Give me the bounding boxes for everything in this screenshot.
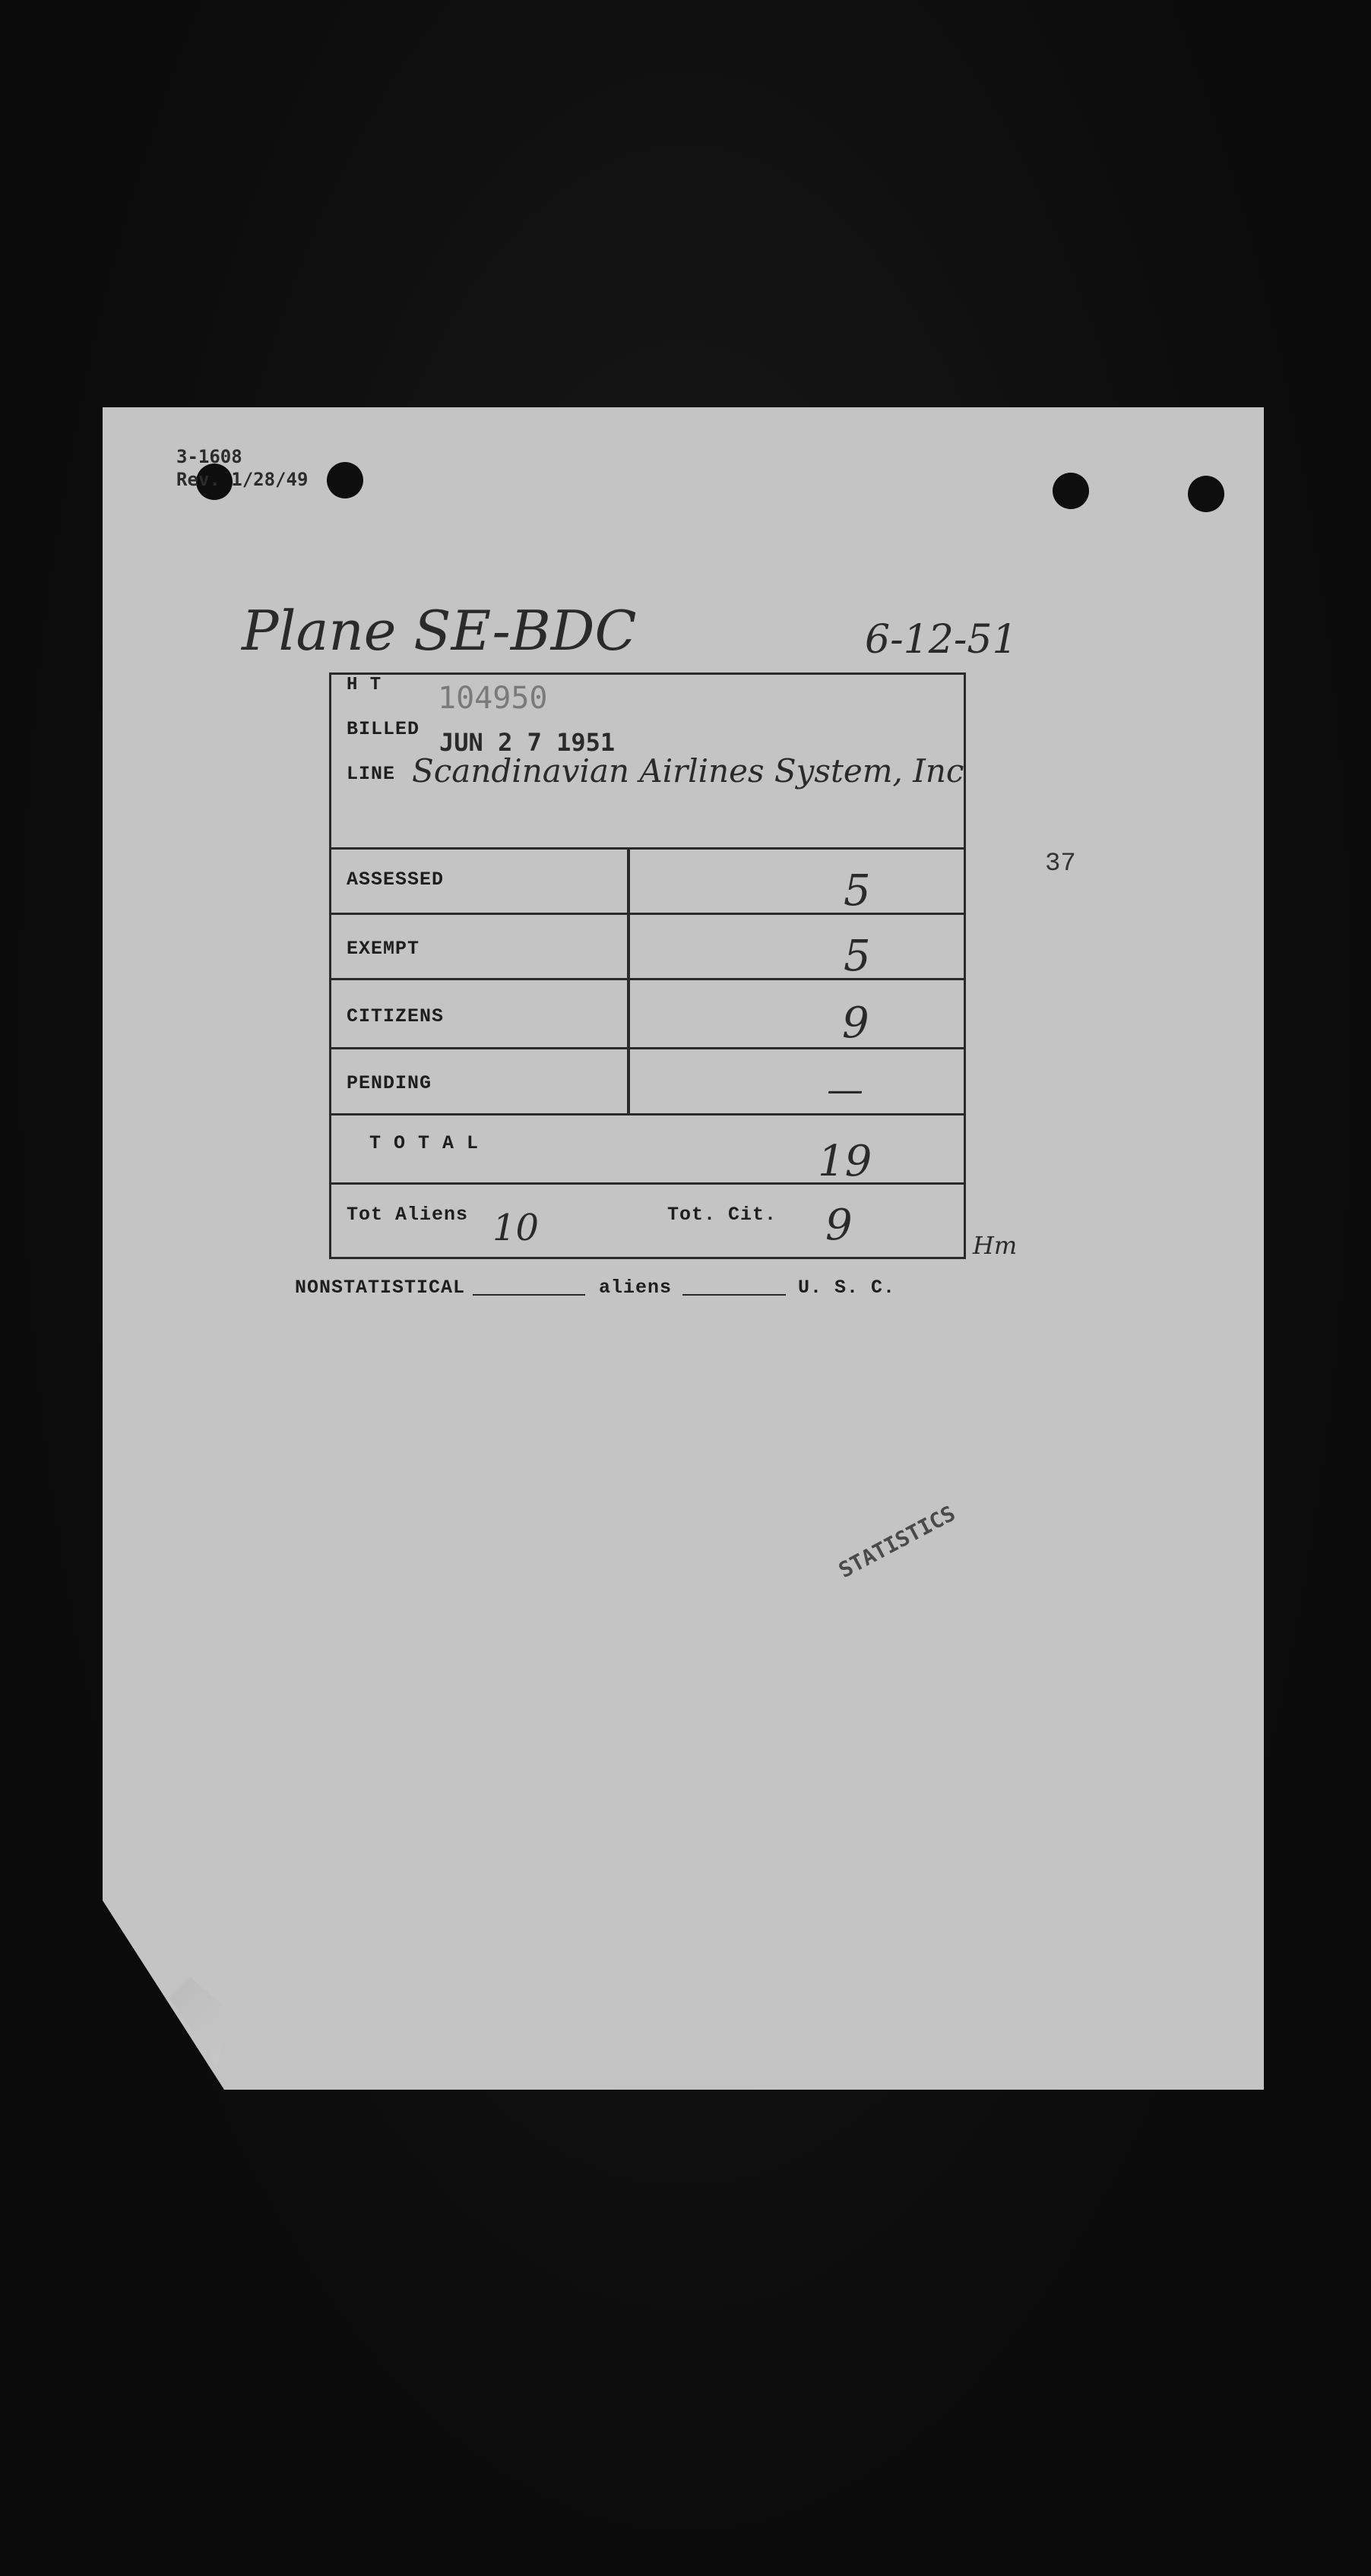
line-value-handwritten: Scandinavian Airlines System, Inc bbox=[412, 752, 964, 790]
punch-hole bbox=[1188, 476, 1224, 512]
row-value-pending: — bbox=[827, 1068, 863, 1111]
ht-number-stamp: 104950 bbox=[438, 681, 548, 716]
punch-hole bbox=[1053, 473, 1089, 509]
tot-aliens-label: Tot Aliens bbox=[347, 1204, 469, 1226]
billed-label: BILLED bbox=[347, 718, 420, 740]
form-number: 3-1608 bbox=[176, 446, 242, 467]
row-label-assessed: ASSESSED bbox=[347, 869, 445, 891]
line-label: LINE bbox=[347, 763, 396, 785]
billed-date-stamp: JUN 2 7 1951 bbox=[439, 728, 616, 757]
column-divider bbox=[627, 849, 630, 1113]
ht-label: H T bbox=[347, 675, 382, 695]
row-value-assessed: 5 bbox=[844, 866, 871, 916]
date-handwritten: 6-12-51 bbox=[865, 617, 1018, 663]
aliens-blank bbox=[682, 1294, 786, 1296]
total-label: T O T A L bbox=[369, 1132, 480, 1154]
nonstatistical-blank bbox=[473, 1294, 585, 1296]
divider bbox=[329, 847, 966, 850]
divider bbox=[329, 1047, 966, 1049]
row-value-citizens: 9 bbox=[842, 998, 869, 1048]
nonstatistical-label: NONSTATISTICAL bbox=[295, 1277, 466, 1299]
initials-handwritten: Hm bbox=[973, 1231, 1018, 1260]
row-value-exempt: 5 bbox=[844, 932, 871, 981]
statistics-stamp: STATISTICS bbox=[834, 1500, 960, 1584]
divider bbox=[329, 1113, 966, 1116]
punch-hole bbox=[327, 462, 363, 498]
form-number-block bbox=[176, 445, 308, 491]
usc-label: U. S. C. bbox=[798, 1277, 896, 1299]
plane-handwritten: Plane SE-BDC bbox=[242, 599, 637, 663]
row-label-citizens: CITIZENS bbox=[347, 1005, 445, 1027]
total-value: 19 bbox=[818, 1137, 872, 1186]
aliens-label: aliens bbox=[599, 1277, 673, 1299]
tot-cit-value: 9 bbox=[825, 1201, 853, 1250]
row-label-exempt: EXEMPT bbox=[347, 938, 420, 960]
row-label-pending: PENDING bbox=[347, 1072, 432, 1094]
form-revision: Rev. 1/28/49 bbox=[176, 469, 309, 490]
tot-cit-label: Tot. Cit. bbox=[667, 1204, 777, 1226]
tot-aliens-value: 10 bbox=[492, 1207, 540, 1249]
page-number: 37 bbox=[1045, 850, 1076, 878]
